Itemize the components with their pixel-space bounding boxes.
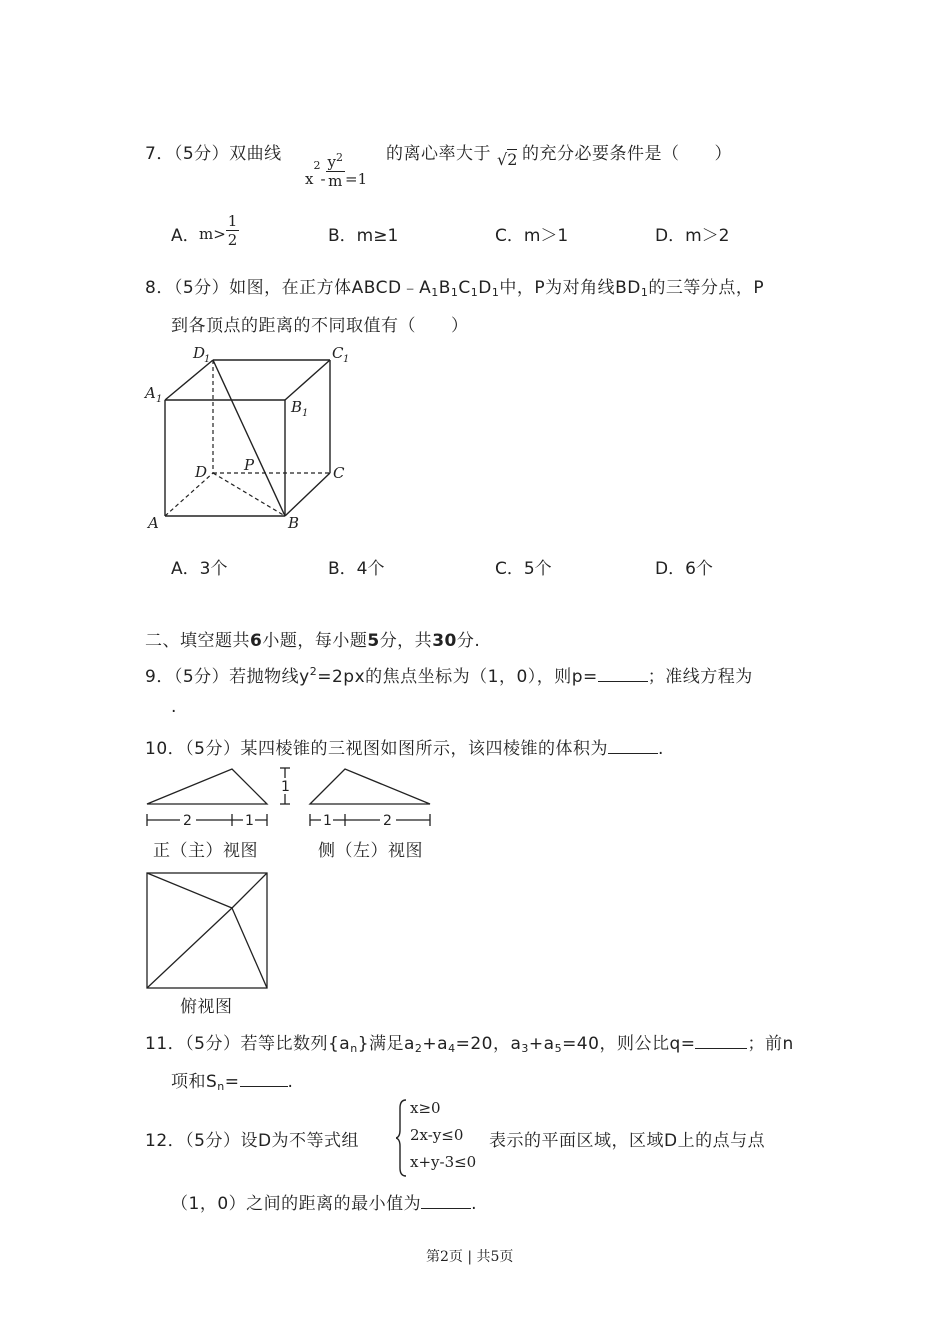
svg-text:1: 1 xyxy=(302,408,309,419)
q9-stem: 9．（5分）若抛物线$y^2=2px$的焦点坐标为（1，0），则p= ；准线方程为 xyxy=(145,665,753,687)
q11-blank-q[interactable] xyxy=(695,1048,747,1049)
q7-middle: 的离心率大于 xyxy=(386,144,491,164)
side-view-label: 侧（左）视图 xyxy=(318,841,423,861)
front-dim-2: 2 xyxy=(183,813,192,829)
q7-stem: 7．（5分）双曲线 xyxy=(145,144,282,164)
q7-option-a-math: m> $\frac{1}{2}$ xyxy=(199,212,238,249)
q9-line2: . xyxy=(171,697,177,717)
side-view-triangle xyxy=(310,769,430,804)
cube-edge-db-hidden xyxy=(213,473,285,516)
cube-edge-b1c1 xyxy=(285,360,330,400)
svg-text:1: 1 xyxy=(204,354,211,365)
q8-option-d: D．6个 xyxy=(655,559,713,579)
svg-text:1: 1 xyxy=(156,394,163,405)
q10-blank-volume[interactable] xyxy=(608,753,658,754)
side-dim-1: 1 xyxy=(323,813,332,829)
q11-stem-line2: 项和$S_n=$ . xyxy=(171,1072,294,1093)
label-a1: A xyxy=(145,384,156,402)
label-d: D xyxy=(195,463,208,481)
q12-stem-line2: （1，0）之间的距离的最小值为 . xyxy=(171,1194,478,1214)
label-b: B xyxy=(288,514,300,532)
q8-stem-line2: 到各顶点的距离的不同取值有（ ） xyxy=(171,316,469,336)
cube-diagonal-d1b xyxy=(213,360,285,516)
q7-option-c: C．m＞1 xyxy=(495,226,569,246)
cube-figure xyxy=(140,340,360,535)
q7-sqrt: √2 xyxy=(497,150,518,169)
q7-suffix: 的充分必要条件是（ ） xyxy=(522,144,732,164)
top-view-label: 俯视图 xyxy=(180,997,233,1017)
q7-equation: $x_2-$ $\frac{y^2}{m}$ =1 xyxy=(305,151,368,190)
q12-inequality-2: 2x-y≤0 xyxy=(410,1126,464,1144)
q12-inequality-3: x+y-3≤0 xyxy=(410,1153,477,1171)
q8-option-c: C．5个 xyxy=(495,559,552,579)
q12-stem-suffix: 表示的平面区域，区域D上的点与点 xyxy=(489,1131,766,1151)
label-a: A xyxy=(148,514,159,532)
q7-option-a: A． xyxy=(171,226,200,246)
front-view-triangle xyxy=(147,769,267,804)
q12-blank-distance[interactable] xyxy=(421,1208,471,1209)
label-c1: C xyxy=(332,344,344,362)
left-brace-icon xyxy=(396,1098,408,1178)
q9-blank-p[interactable] xyxy=(598,681,648,682)
page-footer: 第2页 | 共5页 xyxy=(426,1249,514,1265)
q12-stem-prefix: 12．（5分）设D为不等式组 xyxy=(145,1131,360,1151)
q8-option-b: B．4个 xyxy=(328,559,385,579)
label-p: P xyxy=(244,456,255,474)
q10-stem: 10．（5分）某四棱锥的三视图如图所示，该四棱锥的体积为 . xyxy=(145,739,664,759)
sqrt-icon: √ xyxy=(497,150,508,169)
svg-text:1: 1 xyxy=(343,354,350,365)
label-d1: D xyxy=(193,344,206,362)
q11-blank-sn[interactable] xyxy=(240,1086,288,1087)
cube-edge-bc xyxy=(285,473,330,516)
front-dim-1: 1 xyxy=(245,813,254,829)
q11-stem-line1: 11．（5分）若等比数列$\{a_n\}$满足$a_2+a_4=20$，$a_3+a_5=40$，则公比q= ；前n xyxy=(145,1034,794,1055)
label-b1: B xyxy=(291,398,303,416)
q7-option-b: B．m≥1 xyxy=(328,226,399,246)
section2-heading: 二、填空题共6小题，每小题5分，共30分. xyxy=(145,631,481,651)
side-dim-2: 2 xyxy=(383,813,392,829)
q7-option-d: D．m＞2 xyxy=(655,226,730,246)
front-view-label: 正（主）视图 xyxy=(153,841,258,861)
q8-option-a: A．3个 xyxy=(171,559,228,579)
q8-stem-line1: 8．（5分）如图，在正方体$ABCD﹣A_1B_1C_1D_1$中，P为对角线$BD_1$的三等分点，P xyxy=(145,278,765,299)
height-dim-1: 1 xyxy=(281,779,290,795)
cube-edge-a1d1 xyxy=(165,360,213,400)
three-view-top-figures xyxy=(140,762,440,837)
q12-inequality-1: x≥0 xyxy=(410,1099,441,1117)
top-view-figure xyxy=(140,868,275,993)
label-c: C xyxy=(333,464,345,482)
